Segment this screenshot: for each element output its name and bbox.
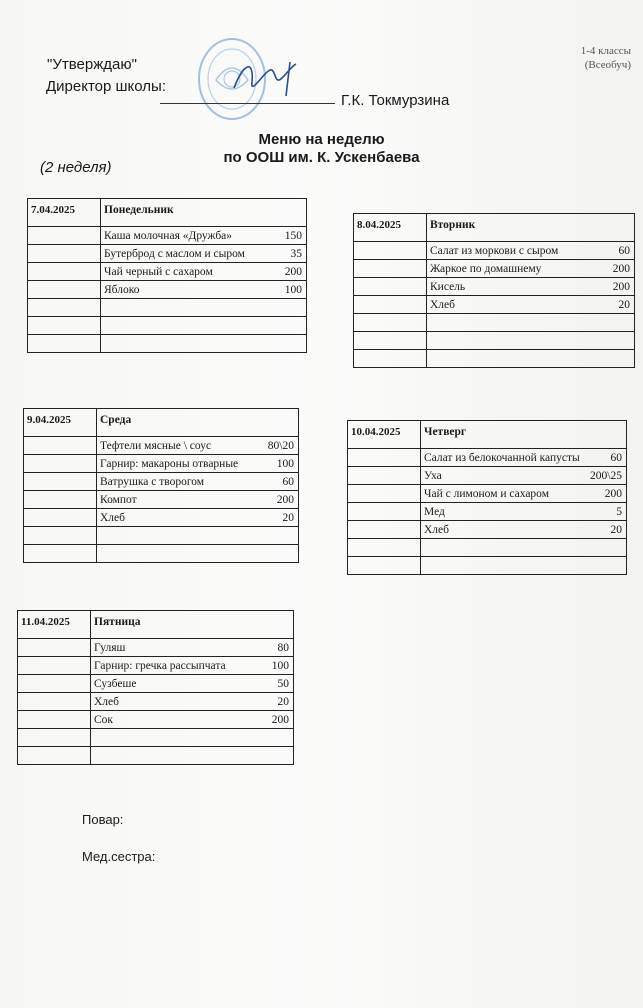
day-date: 7.04.2025	[28, 199, 101, 227]
dish-name	[97, 527, 261, 545]
dish-qty	[277, 299, 307, 317]
table-row	[348, 485, 627, 503]
menu-table-monday	[27, 198, 307, 353]
dish-name: Салат из белокочанной капусты	[421, 449, 587, 467]
dish-qty: 20	[602, 296, 634, 314]
menu-table-thursday	[347, 420, 627, 575]
dish-qty: 200	[277, 263, 307, 281]
table-row	[24, 509, 299, 527]
dish-name	[101, 317, 277, 335]
table-row	[354, 314, 635, 332]
table-row	[18, 747, 294, 765]
week-label: (2 неделя)	[40, 159, 112, 176]
director-label: Директор школы:	[46, 78, 166, 95]
dish-qty: 60	[602, 242, 634, 260]
menu-subtitle: по ООШ им. К. Ускенбаева	[223, 149, 420, 166]
dish-qty: 100	[260, 455, 298, 473]
dish-name: Ватрушка с творогом	[97, 473, 261, 491]
dish-qty: 5	[586, 503, 626, 521]
dish-name: Чай с лимоном и сахаром	[421, 485, 587, 503]
table-row	[348, 539, 627, 557]
dish-name: Каша молочная «Дружба»	[101, 227, 277, 245]
table-row	[354, 296, 635, 314]
table-row	[28, 281, 307, 299]
table-row	[18, 639, 294, 657]
table-row	[28, 299, 307, 317]
dish-qty: 60	[586, 449, 626, 467]
grades-label: 1-4 классы	[580, 45, 631, 57]
table-row	[24, 527, 299, 545]
dish-name: Хлеб	[97, 509, 261, 527]
day-date: 9.04.2025	[24, 409, 97, 437]
table-row	[18, 657, 294, 675]
table-row	[18, 711, 294, 729]
dish-name	[427, 332, 603, 350]
menu-table-wednesday	[23, 408, 299, 563]
table-row	[24, 437, 299, 455]
director-name: Г.К. Токмурзина	[341, 92, 450, 109]
dish-name: Сок	[91, 711, 263, 729]
dish-name	[421, 557, 587, 575]
dish-qty: 200	[260, 491, 298, 509]
table-row	[354, 332, 635, 350]
dish-qty: 150	[277, 227, 307, 245]
table-row	[28, 317, 307, 335]
dish-name: Уха	[421, 467, 587, 485]
dish-name	[101, 335, 277, 353]
table-row	[28, 263, 307, 281]
table-row	[348, 449, 627, 467]
dish-name	[101, 299, 277, 317]
dish-qty	[277, 317, 307, 335]
table-row	[354, 260, 635, 278]
dish-qty	[260, 545, 298, 563]
dish-qty: 200	[602, 260, 634, 278]
table-row	[18, 693, 294, 711]
dish-qty	[263, 747, 294, 765]
table-row	[24, 455, 299, 473]
grades-note	[581, 44, 631, 72]
dish-qty: 50	[263, 675, 294, 693]
nurse-label: Мед.сестра:	[82, 849, 156, 864]
dish-qty: 100	[263, 657, 294, 675]
table-row	[28, 227, 307, 245]
table-row	[348, 557, 627, 575]
cook-label: Повар:	[82, 812, 124, 827]
table-row	[24, 473, 299, 491]
director-signature	[230, 52, 310, 102]
day-name: Четверг	[421, 421, 627, 449]
day-date: 11.04.2025	[18, 611, 91, 639]
dish-name	[427, 314, 603, 332]
dish-qty: 100	[277, 281, 307, 299]
dish-name: Мед	[421, 503, 587, 521]
dish-name: Гарнир: гречка рассыпчата	[91, 657, 263, 675]
table-row	[24, 491, 299, 509]
dish-name: Гарнир: макароны отварные	[97, 455, 261, 473]
dish-qty: 200	[586, 485, 626, 503]
table-row	[28, 245, 307, 263]
dish-qty: 20	[263, 693, 294, 711]
table-row	[24, 545, 299, 563]
table-row	[354, 242, 635, 260]
table-row	[354, 278, 635, 296]
table-row	[18, 729, 294, 747]
table-row	[348, 503, 627, 521]
dish-qty	[586, 557, 626, 575]
dish-qty: 200	[602, 278, 634, 296]
dish-qty: 20	[586, 521, 626, 539]
dish-name: Чай черный с сахаром	[101, 263, 277, 281]
menu-title: Меню на неделю	[258, 131, 385, 148]
dish-name	[427, 350, 603, 368]
dish-qty	[277, 335, 307, 353]
menu-table-friday	[17, 610, 294, 765]
table-row	[354, 350, 635, 368]
day-name: Вторник	[427, 214, 635, 242]
day-date: 8.04.2025	[354, 214, 427, 242]
dish-name: Яблоко	[101, 281, 277, 299]
dish-qty	[602, 314, 634, 332]
dish-qty: 80	[263, 639, 294, 657]
dish-qty	[260, 527, 298, 545]
day-name: Понедельник	[101, 199, 307, 227]
dish-name: Жаркое по домашнему	[427, 260, 603, 278]
dish-qty: 60	[260, 473, 298, 491]
signature-line	[160, 103, 335, 104]
dish-qty: 80\20	[260, 437, 298, 455]
day-date: 10.04.2025	[348, 421, 421, 449]
table-row	[348, 521, 627, 539]
day-name: Пятница	[91, 611, 294, 639]
dish-name	[91, 729, 263, 747]
approval-label: "Утверждаю"	[47, 56, 137, 73]
dish-qty: 35	[277, 245, 307, 263]
day-name: Среда	[97, 409, 299, 437]
grades-sub: (Всеобуч)	[584, 59, 631, 71]
dish-name: Кисель	[427, 278, 603, 296]
dish-qty	[263, 729, 294, 747]
dish-name: Хлеб	[91, 693, 263, 711]
dish-name: Компот	[97, 491, 261, 509]
dish-qty	[602, 332, 634, 350]
dish-name	[91, 747, 263, 765]
dish-qty	[586, 539, 626, 557]
dish-name	[97, 545, 261, 563]
dish-name: Хлеб	[421, 521, 587, 539]
dish-qty: 20	[260, 509, 298, 527]
table-row	[348, 467, 627, 485]
dish-name: Салат из моркови с сыром	[427, 242, 603, 260]
menu-table-tuesday	[353, 213, 635, 368]
table-row	[28, 335, 307, 353]
dish-name: Сузбеше	[91, 675, 263, 693]
table-row	[18, 675, 294, 693]
dish-qty	[602, 350, 634, 368]
dish-name: Гуляш	[91, 639, 263, 657]
dish-name: Хлеб	[427, 296, 603, 314]
dish-qty: 200	[263, 711, 294, 729]
dish-qty: 200\25	[586, 467, 626, 485]
dish-name: Бутерброд с маслом и сыром	[101, 245, 277, 263]
dish-name: Тефтели мясные \ соус	[97, 437, 261, 455]
dish-name	[421, 539, 587, 557]
